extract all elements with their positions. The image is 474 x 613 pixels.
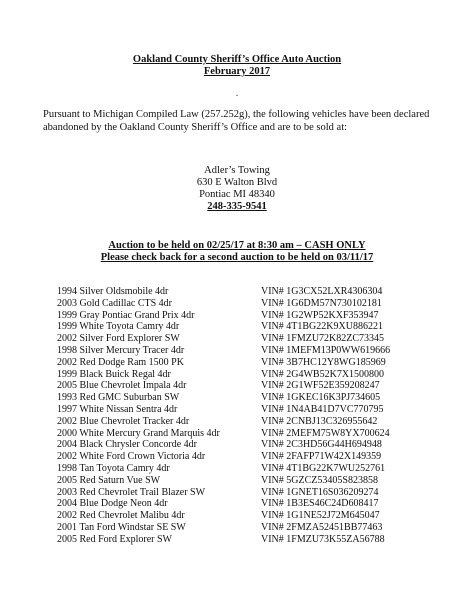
vehicle-row [57,475,457,487]
vehicle-vin: VIN# 2G1WF52E359208247 [261,380,380,392]
vehicle-description: 2001 Tan Ford Windstar SE SW [57,521,186,533]
document-subtitle-date: February 2017 [203,66,271,77]
vehicle-row [57,357,457,369]
vehicle-row [57,321,457,333]
vehicle-description: 2002 Blue Chevrolet Tracker 4dr [57,415,190,427]
vehicle-row [57,439,457,451]
vehicle-row [57,510,457,522]
vehicle-row [57,463,457,475]
vehicle-description: 2003 Red Chevrolet Trail Blazer SW [57,486,206,498]
vehicle-vin: VIN# 1G3CX52LXR4306304 [261,286,383,297]
vehicle-row [57,404,457,416]
vehicle-vin: VIN# 1GKEC16K3PJ734605 [261,392,381,404]
vehicle-vin: VIN# 1N4AB41D7VC770795 [261,403,384,415]
vehicle-row [57,345,457,357]
address-street: 630 E Walton Blvd [196,177,278,188]
vehicle-description: 2002 White Ford Crown Victoria 4dr [57,451,206,463]
second-auction-notice: Please check back for a second auction to be held on 03/11/17 [100,252,374,263]
vehicle-vin: VIN# 2C3HD56G44H694948 [261,439,382,451]
vehicle-row [57,369,457,381]
vehicle-description: 1998 Tan Toyota Camry 4dr [57,462,170,474]
address-city: Pontiac MI 48340 [199,189,275,200]
vehicle-vin: VIN# 1MEFM13P0WW619666 [261,344,391,356]
vehicle-vin: VIN# 1FMZU72K82ZC73345 [261,333,385,345]
vehicle-description: 1999 White Toyota Camry 4dr [57,321,180,333]
vehicle-row [57,534,457,546]
vehicle-description: 1997 White Nissan Sentra 4dr [57,403,178,415]
vehicle-row [57,416,457,428]
vehicle-vin: VIN# 2MEFM75W8YX700624 [261,427,390,439]
vehicle-vin: VIN# 1G6DM57N730102181 [261,297,382,309]
vehicle-description: 1993 Red GMC Suburban SW [57,392,180,404]
vehicle-description: 1999 Gray Pontiac Grand Prix 4dr [57,309,195,321]
vehicle-description: 2002 Red Dodge Ram 1500 PK [57,356,184,368]
vehicle-row [57,333,457,345]
vehicle-row [57,428,457,440]
vehicle-vin: VIN# 2FAFP71W42X149359 [261,451,382,463]
vehicle-description: 2002 Red Chevrolet Malibu 4dr [57,510,185,522]
vehicle-vin: VIN# 2FMZA52451BB77463 [261,521,383,533]
dot-mark: . [235,88,239,98]
vehicle-vin: VIN# 2CNBJ13C326955642 [261,415,378,427]
vehicle-vin: VIN# 1B3ES46C24D608417 [261,498,379,510]
vehicle-description: 2004 Blue Dodge Neon 4dr [57,498,168,510]
vehicle-vin: VIN# 1GNET16S036209274 [261,486,379,498]
document-title: Oakland County Sheriff’s Office Auto Auction [132,54,342,65]
vehicle-row [57,392,457,404]
vehicle-description: 2005 Red Saturn Vue SW [57,474,161,486]
vehicle-description: 2005 Blue Chevrolet Impala 4dr [57,380,187,392]
address-name: Adler’s Towing [204,165,270,176]
vehicle-vin: VIN# 1G2WP52KXF353947 [261,309,379,321]
vehicle-description: 2000 White Mercury Grand Marquis 4dr [57,427,220,439]
vehicle-vin: VIN# 1FMZU73K55ZA56788 [261,533,385,545]
intro-paragraph: Pursuant to Michigan Compiled Law (257.252g), the following vehicles have been declared abandoned by the Oakland County Sheriff’s Office and are to be sold at: [43,109,430,133]
vehicle-description: 1999 Black Buick Regal 4dr [57,368,171,380]
vehicle-row [57,286,457,298]
vehicle-vin: VIN# 4T1BG22K7WU252761 [261,462,386,474]
vehicle-row [57,310,457,322]
vehicle-vin: VIN# 1G1NE52J72M645047 [261,510,380,522]
vehicle-description: 1994 Silver Oldsmobile 4dr [57,286,169,297]
vehicle-row [57,380,457,392]
vehicle-vin: VIN# 2G4WB52K7X1500800 [261,368,385,380]
vehicle-row [57,487,457,499]
vehicle-vin: VIN# 5GZCZ53405S823858 [261,474,378,486]
vehicle-vin: VIN# 3B7HC12Y8WG185969 [261,356,386,368]
vehicle-description: 1998 Silver Mercury Tracer 4dr [57,344,185,356]
vehicle-row [57,451,457,463]
vehicle-description: 2003 Gold Cadillac CTS 4dr [57,297,172,309]
vehicle-row [57,498,457,510]
vehicle-description: 2002 Silver Ford Explorer SW [57,333,180,345]
vehicle-description: 2005 Red Ford Explorer SW [57,533,172,545]
vehicle-vin: VIN# 4T1BG22K9XU886221 [261,321,383,333]
vehicle-list [57,286,457,546]
vehicle-description: 2004 Black Chrysler Concorde 4dr [57,439,197,451]
address-phone: 248-335-9541 [207,201,267,212]
vehicle-row [57,522,457,534]
vehicle-row [57,298,457,310]
auction-notice: Auction to be held on 02/25/17 at 8:30 am – CASH ONLY [108,240,366,251]
